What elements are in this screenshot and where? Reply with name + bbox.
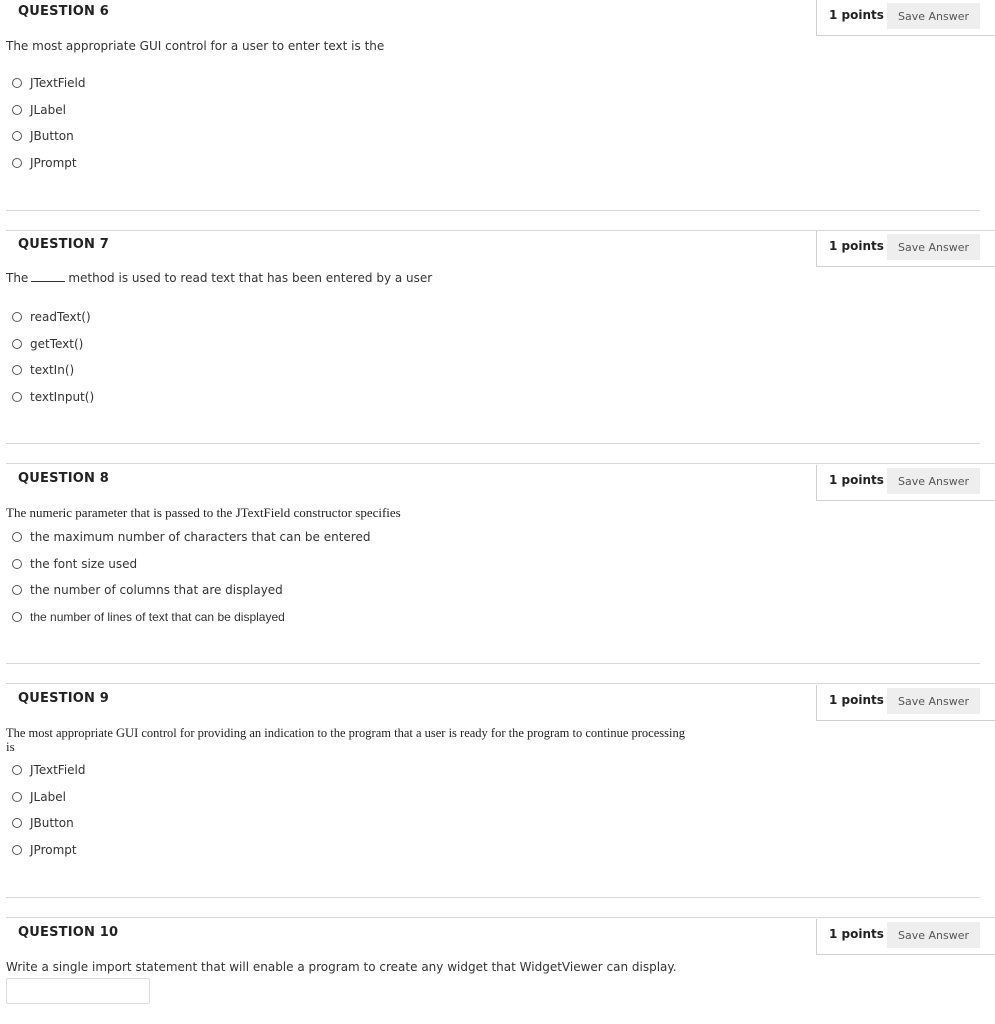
option-label: textIn() [30,363,75,377]
points-label: 1 points [829,473,884,487]
option-label: textInput() [30,390,95,404]
radio-button[interactable] [12,818,22,828]
radio-button[interactable] [12,158,22,168]
points-label: 1 points [829,693,884,707]
question-text-line-2: is [6,739,15,754]
radio-button[interactable] [12,792,22,802]
points-box [816,465,995,501]
option-2[interactable] [12,103,66,117]
question-text: The most appropriate GUI control for a user to enter text is the [6,39,385,53]
question-text [6,271,432,285]
option-1[interactable] [12,763,86,777]
option-4[interactable] [12,390,94,404]
points-label: 1 points [829,239,884,253]
option-label: JPrompt [30,843,77,857]
points-label: 1 points [829,8,884,22]
radio-button[interactable] [12,532,22,542]
question-title: QUESTION 6 [18,4,110,19]
option-label: JTextField [30,763,86,777]
radio-button[interactable] [12,105,22,115]
option-4[interactable] [12,610,285,624]
option-2[interactable] [12,337,83,351]
points-label: 1 points [829,927,884,941]
option-4[interactable] [12,843,77,857]
option-label: JButton [30,816,74,830]
option-1[interactable] [12,530,370,544]
radio-button[interactable] [12,765,22,775]
radio-button[interactable] [12,585,22,595]
points-box [816,919,995,955]
points-box [816,685,995,721]
option-label: JLabel [30,103,66,117]
question-text-after: method is used to read text that has been entered by a user [68,271,433,285]
answer-input[interactable] [6,978,150,1004]
option-3[interactable] [12,363,74,377]
question-title: QUESTION 10 [18,925,119,940]
question-text: Write a single import statement that will enable a program to create any widget that WidgetViewer can display. [6,960,677,974]
divider [6,917,995,918]
option-label: JButton [30,129,74,143]
divider [6,210,980,211]
question-text-before: The [6,271,29,285]
radio-button[interactable] [12,845,22,855]
option-label: JTextField [30,76,86,90]
option-3[interactable] [12,129,74,143]
question-text: The numeric parameter that is passed to the JTextField constructor specifies [6,505,401,520]
option-label: the number of lines of text that can be displayed [30,610,285,624]
question-text [6,726,776,754]
divider [6,443,980,444]
divider [6,683,995,684]
save-answer-button[interactable]: Save Answer [887,468,980,494]
points-box [816,231,995,267]
divider [6,663,980,664]
radio-button[interactable] [12,131,22,141]
radio-button[interactable] [12,612,22,622]
divider [6,897,980,898]
option-4[interactable] [12,156,77,170]
option-label: the maximum number of characters that can be entered [30,530,371,544]
option-label: the number of columns that are displayed [30,583,283,597]
option-label: readText() [30,310,91,324]
radio-button[interactable] [12,559,22,569]
save-answer-button[interactable]: Save Answer [887,922,980,948]
option-1[interactable] [12,76,86,90]
option-label: getText() [30,337,84,351]
option-label: the font size used [30,557,138,571]
option-1[interactable] [12,310,91,324]
question-title: QUESTION 8 [18,471,110,486]
option-3[interactable] [12,816,74,830]
save-answer-button[interactable]: Save Answer [887,688,980,714]
save-answer-button[interactable]: Save Answer [887,3,980,29]
question-title: QUESTION 9 [18,691,110,706]
radio-button[interactable] [12,78,22,88]
option-3[interactable] [12,583,283,597]
points-box [816,0,995,36]
question-text-line-1: The most appropriate GUI control for providing an indication to the program that a user is ready for the program to continue processing [6,726,685,740]
radio-button[interactable] [12,365,22,375]
option-label: JPrompt [30,156,77,170]
option-label: JLabel [30,790,66,804]
question-title: QUESTION 7 [18,237,110,252]
divider [6,463,995,464]
radio-button[interactable] [12,312,22,322]
radio-button[interactable] [12,392,22,402]
option-2[interactable] [12,557,137,571]
save-answer-button[interactable]: Save Answer [887,234,980,260]
radio-button[interactable] [12,339,22,349]
fill-blank [31,271,65,282]
option-2[interactable] [12,790,66,804]
